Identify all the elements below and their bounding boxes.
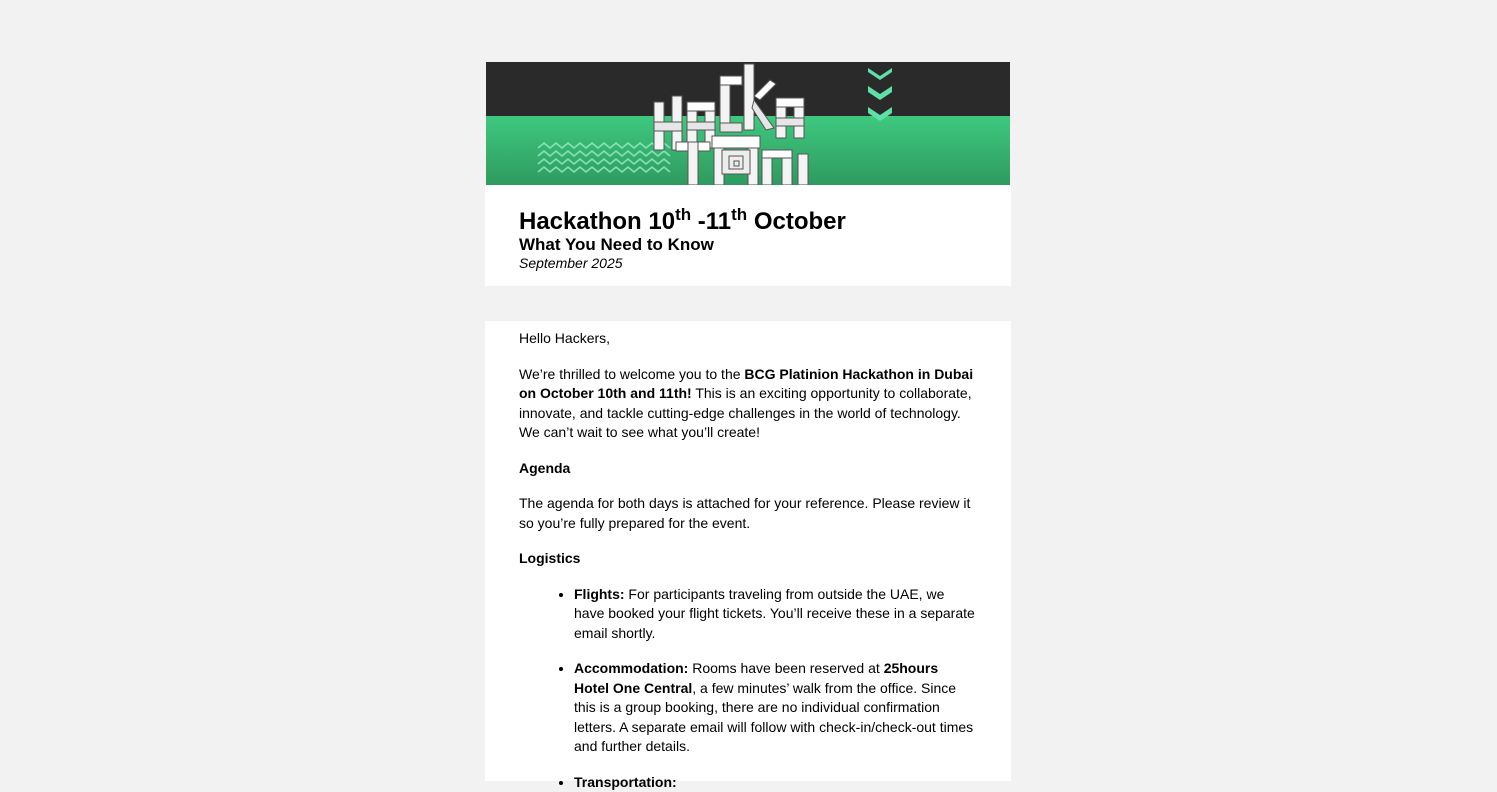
banner-artwork [486,62,1010,185]
email-body [485,321,1011,781]
list-item-accommodation: • Accommodation: Rooms have been reserved at 25hours Hotel One Central, a few minutes’ walk from the office. Since this is a group booking, there are no individual confirmation letters. A separate email will follow with check-in/check-out times and further details. [574,659,977,757]
email-subtitle: What You Need to Know [519,235,1011,255]
email-header [486,62,1011,286]
intro-paragraph: We’re thrilled to welcome you to the BCG Platinion Hackathon in Dubai on October 10th and 11th! This is an exciting opportunity to collaborate, innovate, and tackle cutting-edge challenges in the world of technology. We can’t wait to see what you’ll create! [519,365,977,443]
logistics-list [519,585,977,792]
greeting: Hello Hackers, [519,329,977,349]
hackathon-banner [486,62,1010,185]
agenda-heading: Agenda [519,459,977,479]
zigzag-pattern [538,143,670,172]
chevron-down-icon [868,68,892,121]
list-item-transportation: • Transportation: [574,773,977,792]
agenda-text: The agenda for both days is attached for your reference. Please review it so you’re fully prepared for the event. [519,494,977,533]
email-date: September 2025 [519,255,1011,271]
hackathon-logo [654,64,808,185]
title-card [485,185,1011,286]
logistics-heading: Logistics [519,549,977,569]
list-item-flights: • Flights: For participants traveling from outside the UAE, we have booked your flight tickets. You’ll receive these in a separate email shortly. [574,585,977,644]
email-title: Hackathon 10th -11th October [519,209,1011,235]
